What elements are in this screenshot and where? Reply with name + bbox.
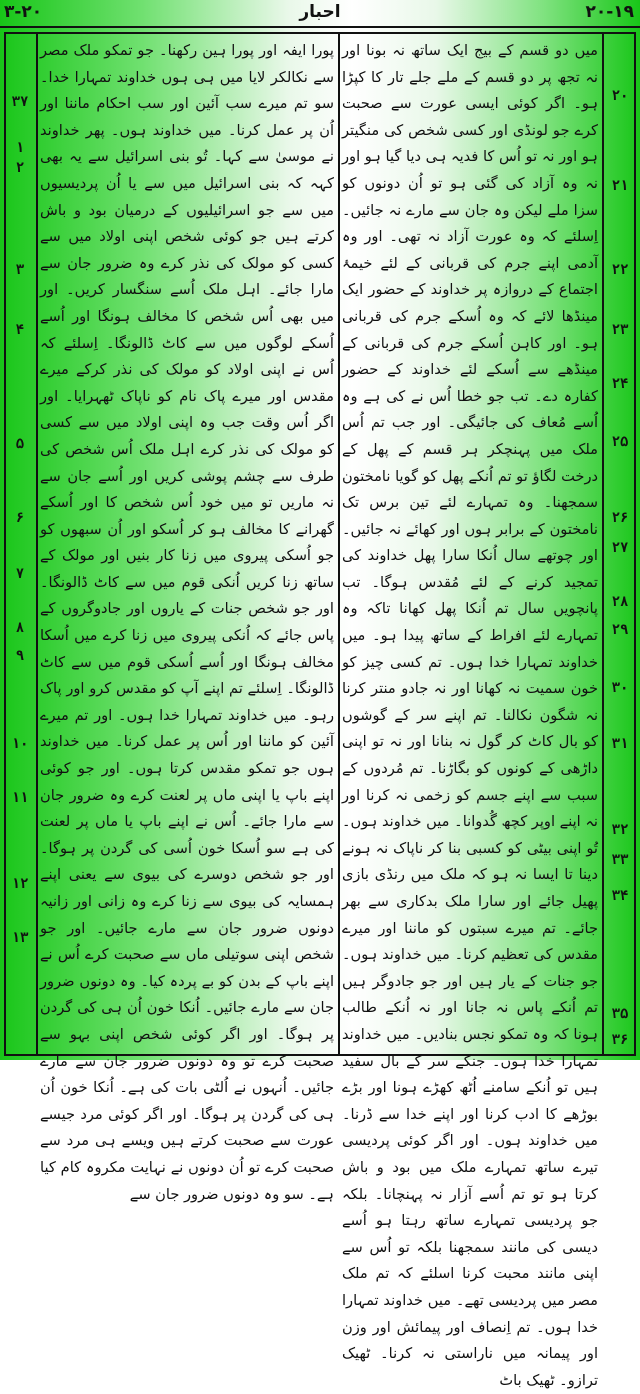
book-title: احبار xyxy=(299,2,341,22)
verse-number: ۲۷ xyxy=(611,540,629,556)
verse-number: ۲۰ xyxy=(611,88,629,104)
verse-number: ۳۷ xyxy=(11,94,29,110)
verse-number: ۲۸ xyxy=(611,594,629,610)
left-text-column xyxy=(40,38,334,1203)
verse-number: ۲۶ xyxy=(611,510,629,526)
right-margin-divider xyxy=(602,32,604,1056)
right-text-column xyxy=(342,38,598,1389)
right-column-text: میں دو قسم کے بیج ایک ساتھ نہ بونا اور نہ تجھ پر دو قسم کے ملے جلے تار کا کپڑا ہو۔ اگر کوئی ایسی عورت سے صحبت کرے جو لونڈی اور کسی شخص کی منگیتر ہو اور نہ تو اُس کا فدیہ ہی دیا گیا ہو اور نہ وہ آزاد کی گئی ہو تو اُن دونوں کو سزا ملے لیکن وہ جان سے مارے نہ جائیں۔ اِسلئے کہ وہ عورت آزاد نہ تھی۔ اور وہ آدمی اپنے جرم کی قربانی کے لئے خیمۂ اجتماع کے دروازہ پر خداوند کے حضور ایک مینڈھا لائے کہ وہ اُسکے جرم کی قربانی ہو۔ اور کاہن اُسکے جرم کی قربانی کے مینڈھے سے اُسکے لئے خداوند کے حضور کفارہ دے۔ تب جو خطا اُس نے کی ہے وہ اُسے مُعاف کی جائیگی۔ اور جب تم اُس ملک میں پہنچکر ہر قسم کے پھل کے درخت لگاؤ تو تم اُنکے پھل کو گویا نامختون سمجھنا۔ وہ تمہارے لئے تین برس تک نامختون کے برابر ہوں اور کھائے نہ جائیں۔ اور چوتھے سال اُنکا سارا پھل خداوند کی تمجید کرنے کے لئے مُقدس ہوگا۔ تب پانچویں سال تم اُنکا پھل کھانا تاکہ وہ تمہارے لئے افراط کے ساتھ پیدا ہو۔ میں خداوند تمہارا خدا ہوں۔ تم کسی چیز کو خون سمیت نہ کھانا اور نہ جادو منتر کرنا نہ شگون نکالنا۔ تم اپنے سر کے گوشوں کو بال کاٹ کر گول نہ بنانا اور نہ تو اپنی داڑھی کے کونوں کو بگاڑنا۔ تم مُردوں کے سبب سے اپنے جسم کو زخمی نہ کرنا اور نہ اپنے اوپر کچھ گُدوانا۔ میں خداوند ہوں۔ تُو اپنی بیٹی کو کسبی بنا کر ناپاک نہ ہونے دینا تا ایسا نہ ہو کہ ملک میں رنڈی بازی پھیل جائے اور سارا ملک بدکاری سے بھر جائے۔ تم میرے سبتوں کو ماننا اور میرے مقدس کی تعظیم کرنا۔ میں خداوند ہوں۔ جو جنات کے یار ہیں اور جو جادوگر ہیں تم اُنکے پاس نہ جانا اور نہ اُنکے طالب ہونا کہ وہ تمکو نجس بنادیں۔ میں خداوند تمہارا خدا ہوں۔ جنکے سر کے بال سفید ہیں تو اُنکے سامنے اُٹھ کھڑے ہونا اور بڑے بوڑھے کا ادب کرنا اور اپنے خدا سے ڈرنا۔ میں خداوند ہوں۔ اور اگر کوئی پردیسی تیرے ساتھ تمہارے ملک میں بود و باش کرتا ہو تو تم اُسے آزار نہ پہنچانا۔ بلکہ جو پردیسی تمہارے ساتھ رہتا ہو اُسے دیسی کی مانند سمجھنا بلکہ تو اُس سے اپنی مانند محبت کرنا اسلئے کہ تم ملک مصر میں پردیسی تھے۔ میں خداوند تمہارا خدا ہوں۔ تم اِنصاف اور پیمائش اور وزن اور پیمانہ میں ناراستی نہ کرنا۔ ٹھیک ترازو۔ ٹھیک باٹ xyxy=(342,42,598,1389)
verse-number: ۳۲ xyxy=(611,822,629,838)
verse-number: ۲۳ xyxy=(611,322,629,338)
verse-number: ۴ xyxy=(15,322,25,338)
header-right-reference: ۲۰-۱۹ xyxy=(585,2,634,22)
verse-number: ۳۳ xyxy=(611,852,629,868)
verse-number: ۳۴ xyxy=(611,888,629,904)
verse-number: ۲۲ xyxy=(611,262,629,278)
verse-number: ۵ xyxy=(15,436,25,452)
verse-number: ۶ xyxy=(15,510,25,526)
verse-number: ۹ xyxy=(15,648,25,664)
verse-number: ۷ xyxy=(15,566,25,582)
verse-number: ۱۳ xyxy=(11,930,29,946)
page-header xyxy=(0,0,640,28)
left-column-text: پورا ایفہ اور پورا ہین رکھنا۔ جو تمکو ملک مصر سے نکالکر لایا میں ہی ہوں خداوند تمہارا خدا۔ سو تم میرے سب آئین اور سب احکام ماننا اور اُن پر عمل کرنا۔ میں خداوند ہوں۔ پھر خداوند نے موسیٰ سے کہا۔ تُو بنی اسرائیل سے یہ بھی کہہ کہ بنی اسرائیل میں سے یا اُن پردیسیوں میں سے جو اسرائیلیوں کے درمیان بود و باش کرتے ہیں جو کوئی شخص اپنی اولاد میں سے کسی کو مولک کی نذر کرے وہ ضرور جان سے مارا جائے۔ اہل ملک اُسے سنگسار کریں۔ اور میں بھی اُس شخص کا مخالف ہونگا اور اُسے اُسکے لوگوں میں سے کاٹ ڈالونگا۔ اِسلئے کہ اُس نے اپنی اولاد کو مولک کی نذر کرکے میرے مقدس اور میرے پاک نام کو ناپاک ٹھہرایا۔ اور اگر اُس وقت جب وہ اپنی اولاد میں سے کسی کو مولک کی نذر کرے اہل ملک اُس شخص کی طرف سے چشم پوشی کریں اور اُسے جان سے نہ ماریں تو میں خود اُس شخص کا اور اُسکے گھرانے کا مخالف ہو کر اُسکو اور اُن سبھوں کو جو اُسکی پیروی میں زنا کار بنیں اور مولک کے ساتھ زنا کریں اُنکی قوم میں سے کاٹ ڈالونگا۔ اور جو شخص جنات کے یاروں اور جادوگروں کے پاس جائے کہ اُنکی پیروی میں زنا کرے میں اُسکا مخالف ہونگا اور اُسے اُسکی قوم میں سے کاٹ ڈالونگا۔ اِسلئے تم اپنے آپ کو مقدس کرو اور پاک رہو۔ میں خداوند تمہارا خدا ہوں۔ اور تم میرے آئین کو ماننا اور اُس پر عمل کرنا۔ میں خداوند ہوں جو تمکو مقدس کرتا ہوں۔ اور جو کوئی اپنے باپ یا اپنی ماں پر لعنت کرے وہ ضرور جان سے مارا جائے۔ اُس نے اپنے باپ یا ماں پر لعنت کی ہے سو اُسکا خون اُسی کی گردن پر ہوگا۔ اور جو شخص دوسرے کی بیوی سے یعنی اپنے ہمسایہ کی بیوی سے زنا کرے وہ زانی اور زانیہ دونوں ضرور جان سے مارے جائیں۔ اور جو شخص اپنی سوتیلی ماں سے صحبت کرے اُس نے اپنے باپ کے بدن کو بے پردہ کیا۔ وہ دونوں ضرور جان سے مارے جائیں۔ اُنکا خون اُن ہی کی گردن پر ہوگا۔ اور اگر کوئی شخص اپنی بہو سے صحبت کرے تو وہ دونوں ضرور جان سے مارے جائیں۔ اُنہوں نے اُلٹی بات کی ہے۔ اُنکا خون اُن ہی کی گردن پر ہوگا۔ اور اگر کوئی مرد جیسے عورت سے صحبت کرتے ہیں ویسے ہی مرد سے صحبت کرے تو اُن دونوں نے نہایت مکروہ کام کیا ہے۔ سو وہ دونوں ضرور جان سے xyxy=(40,42,334,1203)
verse-number: ۱۰ xyxy=(11,736,29,752)
verse-number: ۲ xyxy=(15,160,25,176)
verse-number: ۸ xyxy=(15,620,25,636)
verse-number: ۱۱ xyxy=(11,790,29,806)
verse-number: ۲۹ xyxy=(611,622,629,638)
verse-number: ۳۶ xyxy=(611,1032,629,1048)
verse-number: ۲۱ xyxy=(611,178,629,194)
verse-number: ۳۰ xyxy=(611,680,629,696)
verse-number: ۳۱ xyxy=(611,736,629,752)
left-margin-divider xyxy=(36,32,38,1056)
verse-number: ۳ xyxy=(15,262,25,278)
verse-number: ۲۴ xyxy=(611,376,629,392)
header-left-reference: ۳-۲۰ xyxy=(4,2,43,22)
verse-number: ۱۲ xyxy=(11,876,29,892)
column-divider xyxy=(338,32,340,1056)
verse-number: ۱ xyxy=(15,140,25,156)
verse-number: ۲۵ xyxy=(611,434,629,450)
verse-number: ۳۵ xyxy=(611,1006,629,1022)
